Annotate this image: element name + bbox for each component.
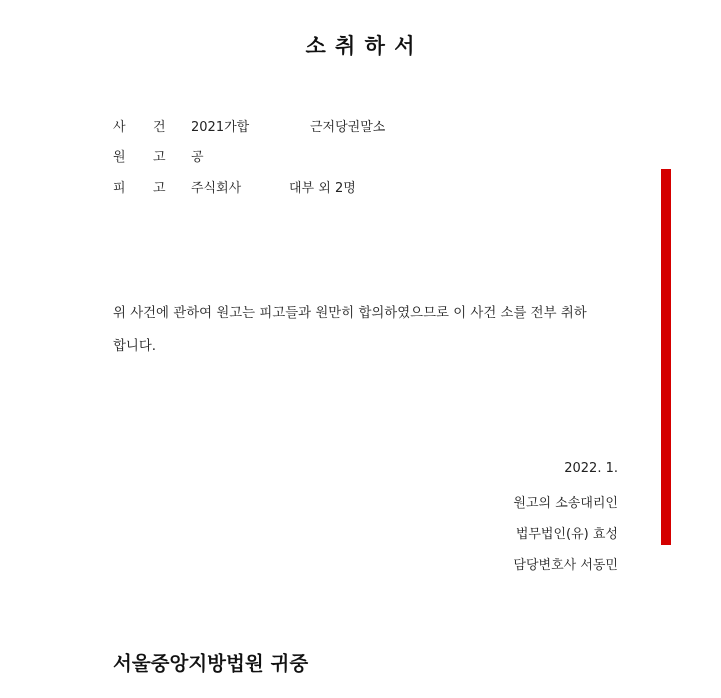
red-margin-bar [661,169,671,545]
case-name: 근저당권말소 [310,120,386,135]
body-text-line-1: 위 사건에 관하여 원고는 피고들과 원만히 합의하였으므로 이 사건 소를 전부 취하 [113,306,587,321]
plaintiff-label-char-1: 원 [113,150,126,165]
plaintiff-name: 공 [191,150,204,165]
document-title: 소 취 하 서 [305,34,416,58]
defendant-label-char-1: 피 [113,181,126,196]
signature-line-3: 담당변호사 서동민 [513,558,618,573]
date: 2022. 1. [564,461,618,476]
signature-line-2: 법무법인(유) 효성 [515,527,618,542]
case-number: 2021가합 [191,120,250,135]
case-label-char-2: 건 [153,120,166,135]
body-text-line-2: 합니다. [113,339,157,354]
plaintiff-label-char-2: 고 [153,150,166,165]
signature-line-1: 원고의 소송대리인 [513,496,618,511]
defendant-extra: 대부 외 2명 [289,181,356,196]
defendant-name: 주식회사 [191,181,242,196]
defendant-label-char-2: 고 [153,181,166,196]
case-label-char-1: 사 [113,120,126,135]
court-addressee: 서울중앙지방법원 귀중 [113,652,309,675]
